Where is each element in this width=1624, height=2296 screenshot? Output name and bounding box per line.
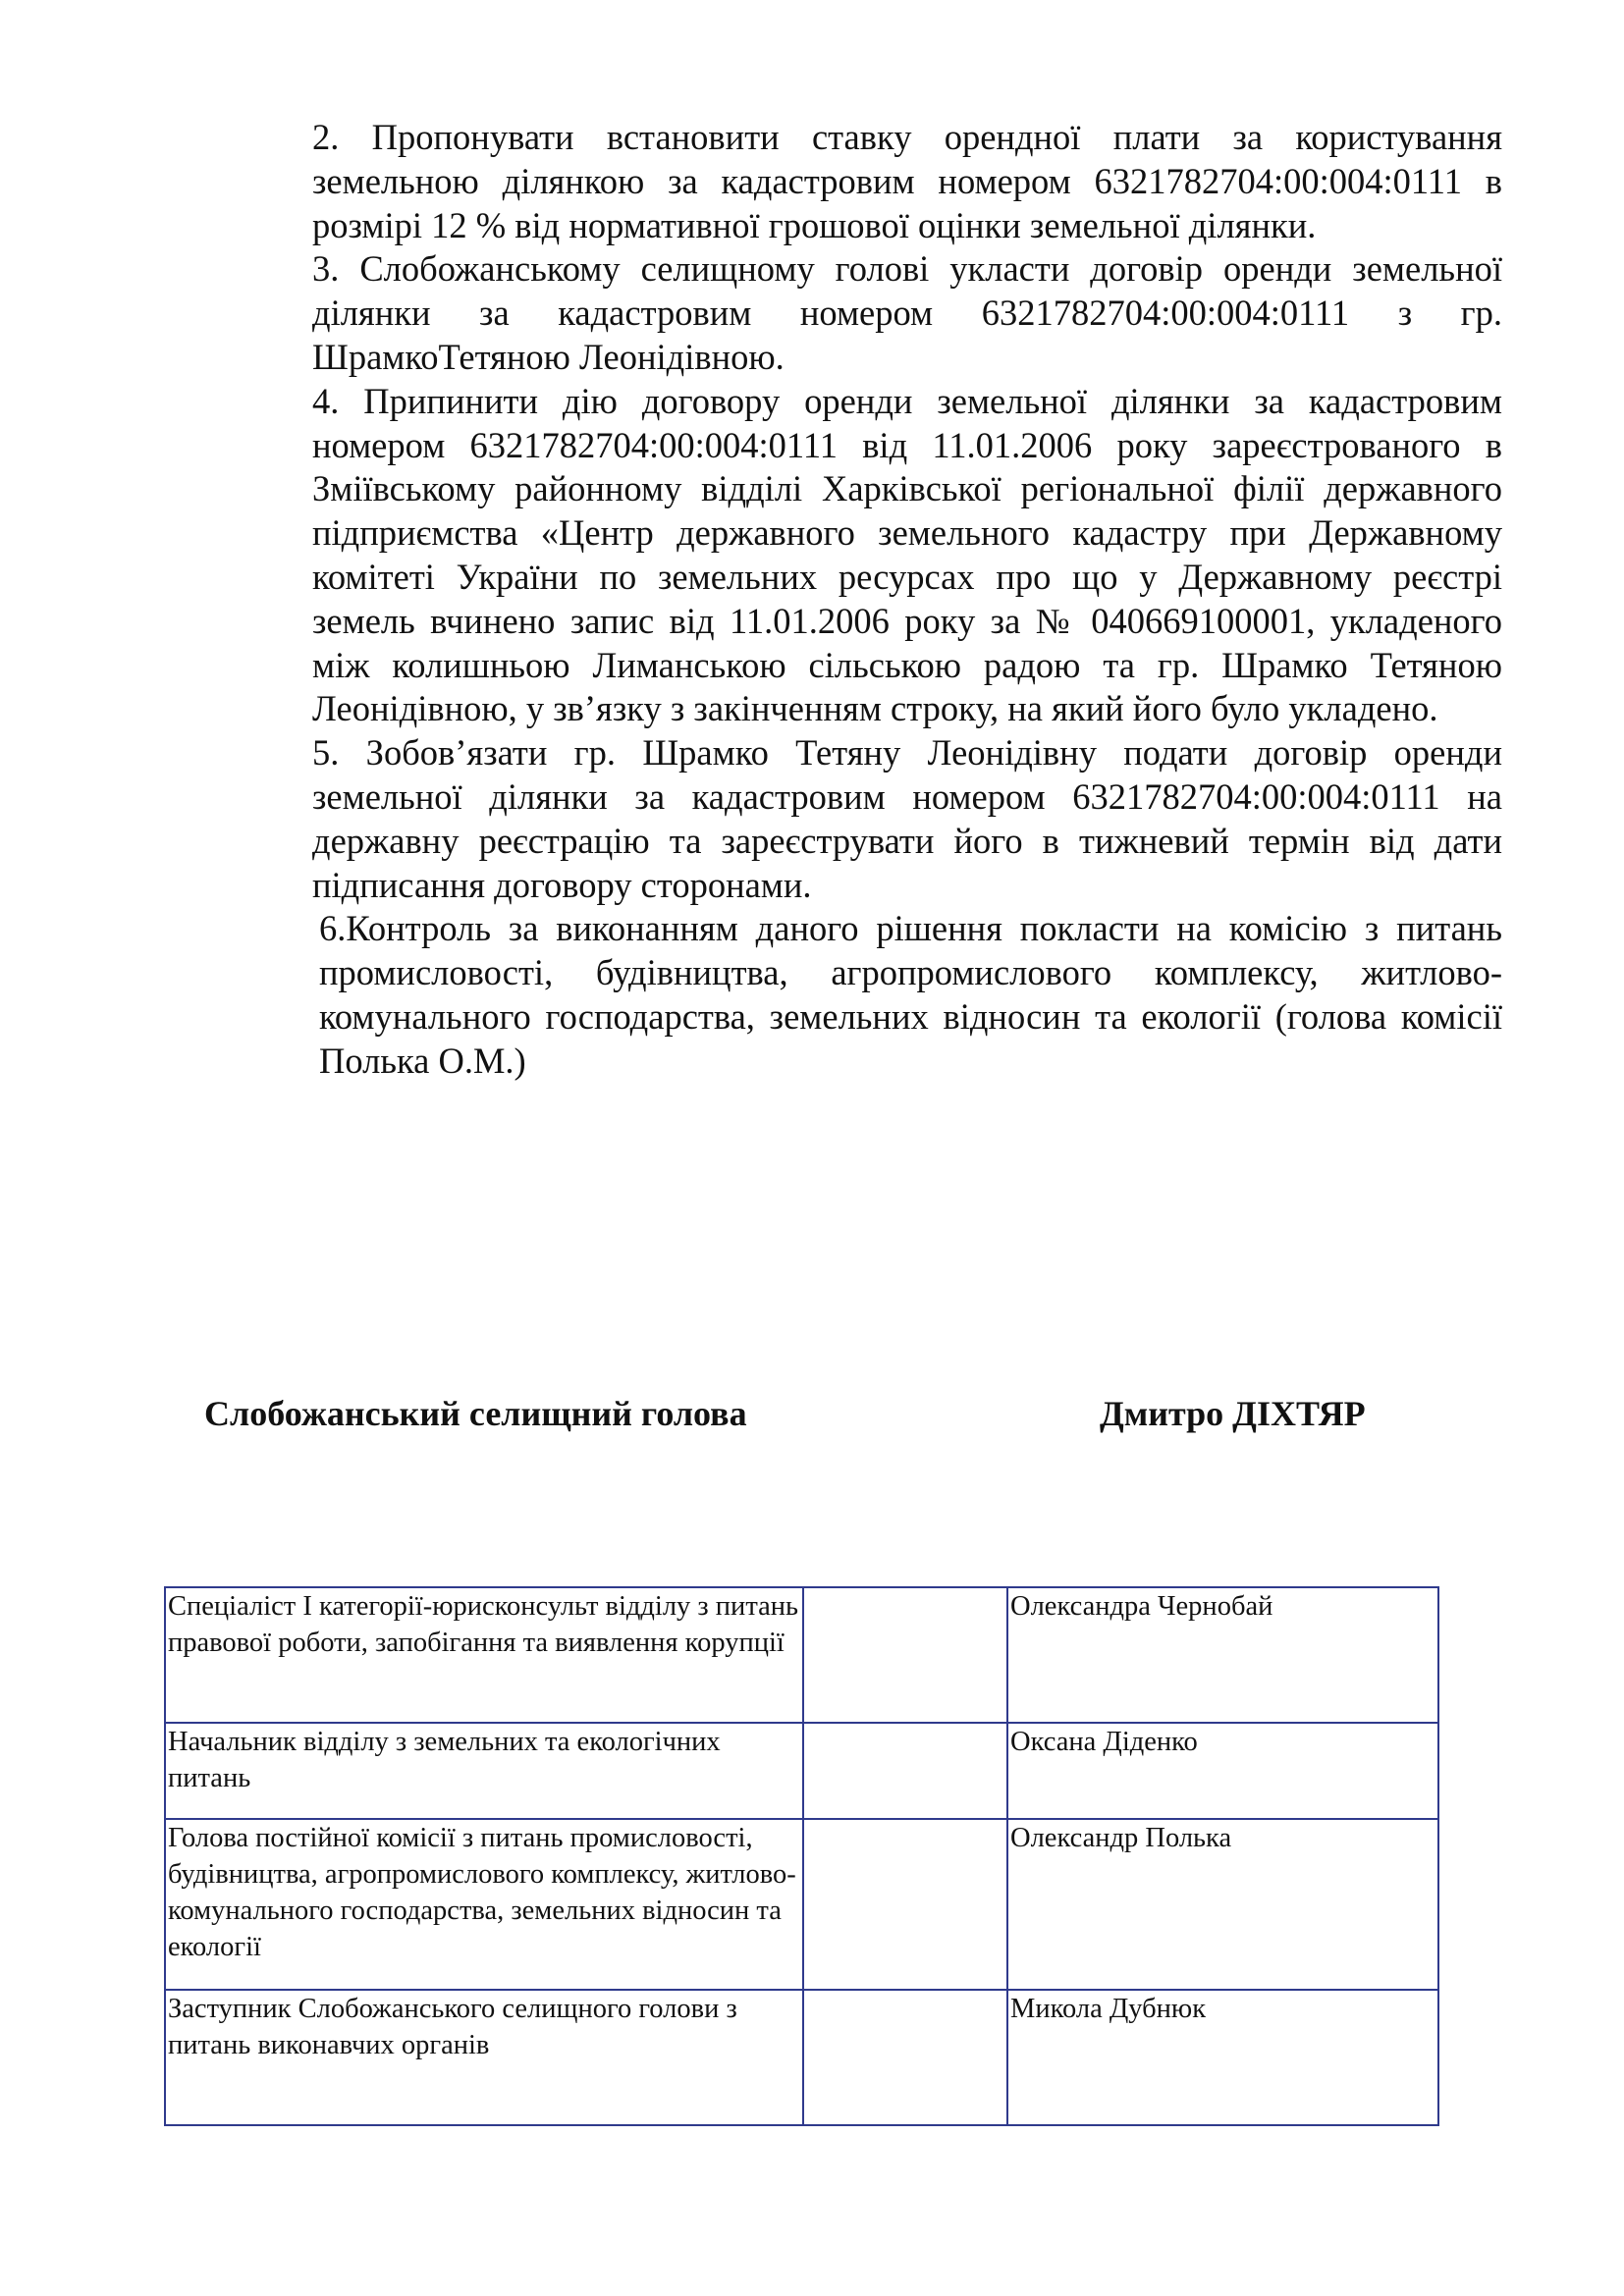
paragraph-item-5: 5. Зобов’язати гр. Шрамко Тетяну Леонідівну подати договір оренди земельної ділянки за кадастровим номером 6321782704:00:004:0111 на державну реєстрацію та зареєструвати його в тижневий термін від дати підписання договору сторонами. (312, 732, 1502, 905)
approval-table (164, 1586, 1439, 2126)
approver-signature-cell (803, 1819, 1007, 1990)
approver-name: Олександра Чернобай (1007, 1587, 1438, 1723)
approver-position: Спеціаліст І категорії-юрисконсульт відділу з питань правової роботи, запобігання та виявлення корупції (165, 1587, 803, 1723)
approver-position: Начальник відділу з земельних та екологічних питань (165, 1723, 803, 1819)
approver-position: Голова постійної комісії з питань промисловості, будівництва, агропромислового комплексу, житлово-комунального господарства, земельних відносин та екології (165, 1819, 803, 1990)
approver-name: Олександр Полька (1007, 1819, 1438, 1990)
table-row (165, 1723, 1438, 1819)
signatory-name: Дмитро ДІХТЯР (1100, 1394, 1366, 1433)
paragraph-item-3: 3. Слобожанському селищному голові укласти договір оренди земельної ділянки за кадастровим номером 6321782704:00:004:0111 з гр. ШрамкоТетяною Леонідівною. (312, 248, 1502, 377)
approver-signature-cell (803, 1587, 1007, 1723)
paragraph-item-6: 6.Контроль за виконанням даного рішення покласти на комісію з питань промисловості, будівництва, агропромислового комплексу, житлово-комунального господарства, земельних відносин та екології (голова комісії Полька О.М.) (319, 908, 1502, 1081)
approver-signature-cell (803, 1990, 1007, 2125)
approver-signature-cell (803, 1723, 1007, 1819)
approver-name: Микола Дубнюк (1007, 1990, 1438, 2125)
table-row (165, 1587, 1438, 1723)
table-row (165, 1990, 1438, 2125)
approver-name: Оксана Діденко (1007, 1723, 1438, 1819)
paragraph-item-4: 4. Припинити дію договору оренди земельної ділянки за кадастровим номером 6321782704:00:004:0111 від 11.01.2006 року зареєстрованого в Зміївському районному відділі Харківської регіональної філії державного підприємства «Центр державного земельного кадастру при Державному комітеті України по земельних ресурсах про що у Державному реєстрі земель вчинено запис від 11.01.2006 року за № 040669100001, укладеного між колишньою Лиманською сільською радою та гр. Шрамко Тетяною Леонідівною, у зв’язку з закінченням строку, на який його було укладено. (312, 380, 1502, 729)
paragraph-item-2: 2. Пропонувати встановити ставку орендної плати за користування земельною ділянкою за кадастровим номером 6321782704:00:004:0111 в розмірі 12 % від нормативної грошової оцінки земельної ділянки. (312, 117, 1502, 245)
approver-position: Заступник Слобожанського селищного голови з питань виконавчих органів (165, 1990, 803, 2125)
decision-body (312, 116, 1502, 1084)
signatory-position: Слобожанський селищний голова (204, 1394, 747, 1433)
table-row (165, 1819, 1438, 1990)
